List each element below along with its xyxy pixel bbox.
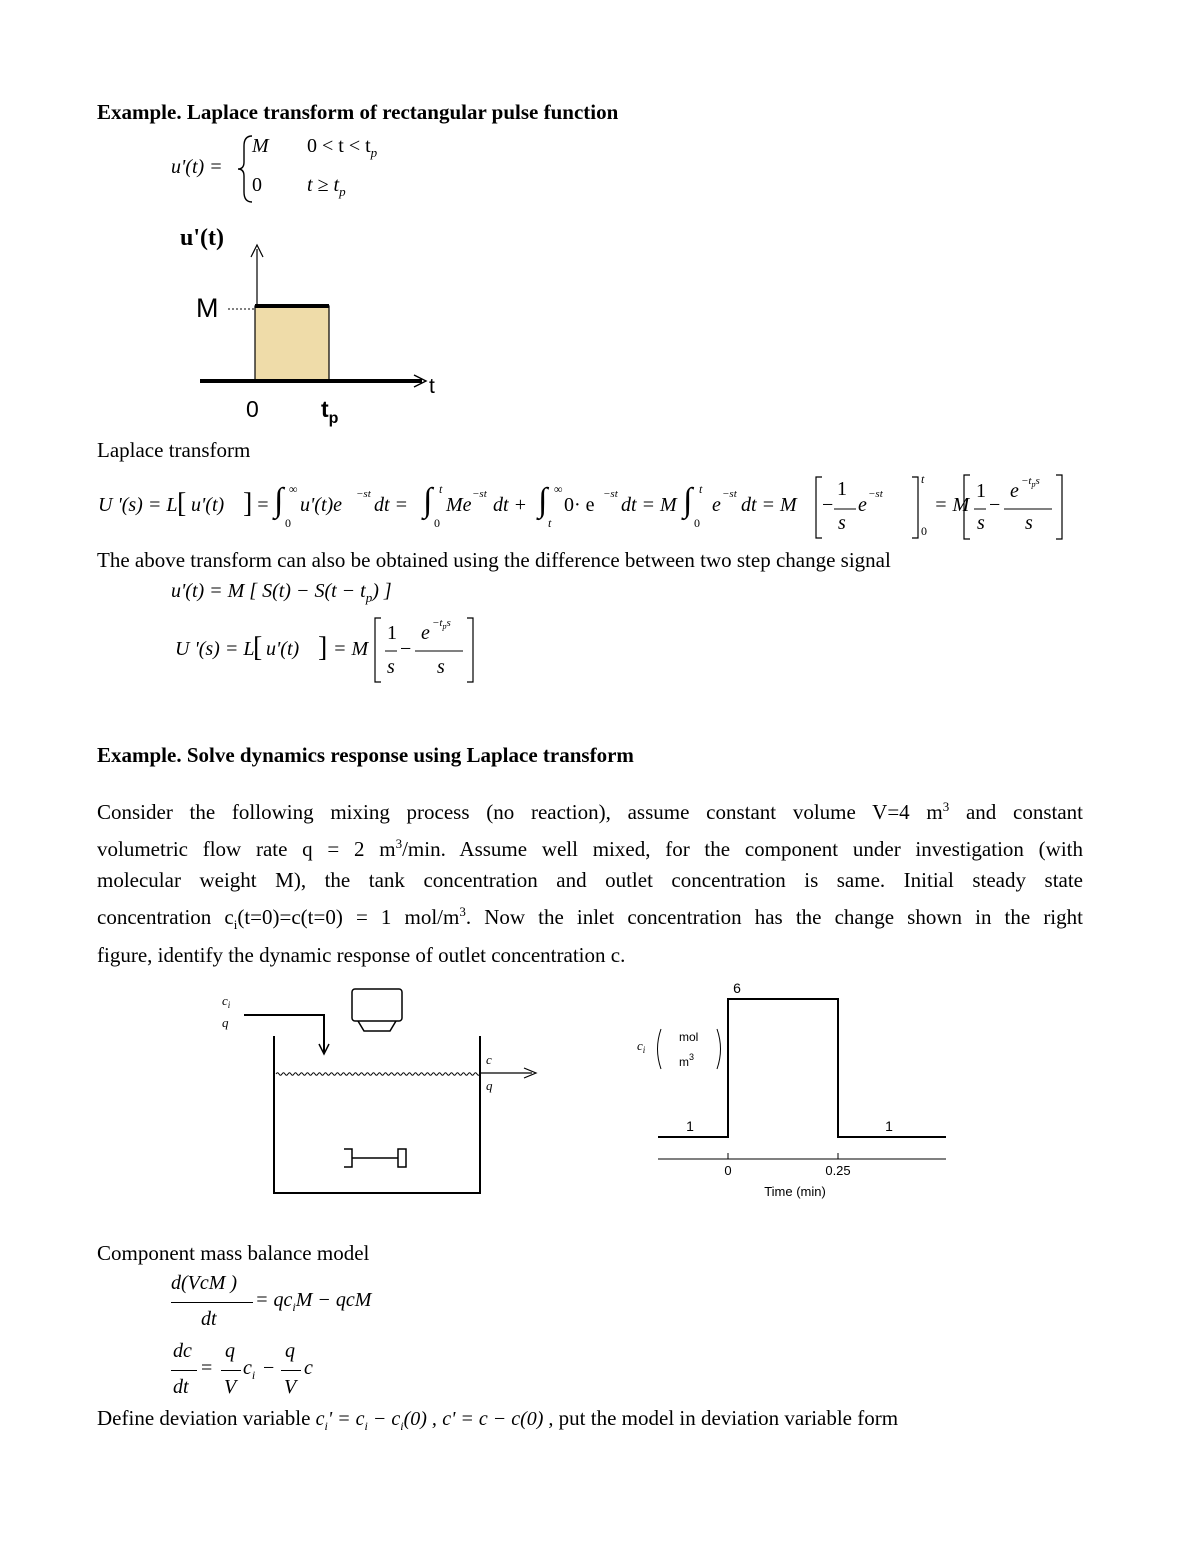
outlet-q-label: q: [486, 1078, 493, 1093]
x-tick-label: 0: [724, 1163, 732, 1178]
case1-value: M: [252, 135, 269, 157]
pulse-rect: [255, 306, 329, 381]
ylabel-paren-left: [658, 1029, 662, 1069]
para-line-4: concentration $c_i(t=0)=c(t=0) = 1$ mol/$m^3$. Now the inlet concentration has the change shown in the right: [97, 904, 1083, 933]
pulse-ylabel: u'(t): [180, 225, 224, 251]
heading-rect-pulse: Example. Laplace transform of rectangular pulse function: [97, 100, 619, 124]
value-label-right: 1: [885, 1118, 893, 1134]
step-equation-2: U '(s) = L [ u'(t) ] = M 1 s − e $-t_ps$ s: [171, 616, 491, 686]
tank-figure: [210, 980, 550, 1205]
chart-xlabel: Time (min): [764, 1184, 826, 1199]
tank-walls: [274, 1036, 480, 1193]
inlet-series-line: [658, 999, 946, 1137]
tick-zero: 0: [246, 396, 259, 422]
model-equation-1: d(VcM ) dt = $qc_iM$ − qcM: [171, 1272, 372, 1330]
inlet-c-label: $c_i$: [222, 993, 231, 1010]
level-label: M: [196, 293, 219, 323]
para-line-2: volumetric flow rate q = 2 $m^3/\min$. Assume well mixed, for the component under investigation (with: [97, 836, 1083, 861]
heading-dynamics: Example. Solve dynamics response using Laplace transform: [97, 743, 634, 767]
x-label: t: [429, 375, 435, 398]
model-label: Component mass balance model: [97, 1241, 370, 1265]
outlet-c-label: c: [486, 1052, 492, 1067]
case2-condition: $t \ge t_p$: [307, 174, 346, 199]
motor-base: [358, 1021, 396, 1031]
stirrer-left: [344, 1149, 352, 1167]
x-tick-label: 0.25: [825, 1163, 851, 1178]
model-equation-2: dc dt = q V $c_i$ − q V c: [173, 1340, 313, 1398]
piecewise-lhs: u'(t) =: [171, 156, 223, 178]
chart-ylabel-symbol: $c_i$: [637, 1038, 646, 1055]
chart-ylabel-unit-top: mol: [679, 1030, 699, 1044]
value-label-left: 1: [686, 1118, 694, 1134]
case1-condition: $0 < t < t_p$: [307, 135, 378, 160]
problem-paragraph: [97, 791, 1083, 971]
laplace-label: Laplace transform: [97, 438, 251, 462]
value-label-peak: 6: [733, 980, 741, 996]
pulse-figure: [170, 215, 460, 430]
step-sentence: The above transform can also be obtained using the difference between two step change signal: [97, 548, 891, 572]
case2-value: 0: [252, 174, 262, 196]
inlet-chart: [630, 975, 960, 1205]
inlet-pipe: [244, 1015, 324, 1052]
deviation-line: Define deviation variable $c_i' = c_i - c_i(0)$ , c' = c − c(0) , put the model in deviation variable form: [97, 1406, 899, 1433]
tick-tp: $t_p$: [321, 396, 339, 427]
para-line-1: Consider the following mixing process (no reaction), assume constant volume V=4 $m^3$ and constant: [97, 799, 1083, 824]
ylabel-paren-right: [717, 1029, 721, 1069]
chart-ylabel-unit-bottom: $m^3$: [679, 1052, 695, 1069]
transform-equation: U '(s) = L [ u'(t) ] = ∫ ∞ 0 u'(t)e −st dt = ∫ t 0 Me −st dt + ∫ ∞ t 0· e −st dt = M ∫ t 0 e −st dt = M − 1 s e −st t 0 = M 1 s − e $-t_ps$ s: [98, 472, 1068, 544]
para-line-5: figure, identify the dynamic response of outlet concentration c.: [97, 943, 626, 968]
para-line-3: molecular weight M), the tank concentration and outlet concentration is same. Initial steady state: [97, 868, 1083, 892]
stirrer-right: [398, 1149, 406, 1167]
liquid-surface: [276, 1073, 480, 1076]
motor-body: [352, 989, 402, 1021]
step-equation-1: u'(t) = M [ $S(t) - S(t - t_p)$ ]: [171, 580, 392, 605]
inlet-q-label: q: [222, 1015, 229, 1030]
